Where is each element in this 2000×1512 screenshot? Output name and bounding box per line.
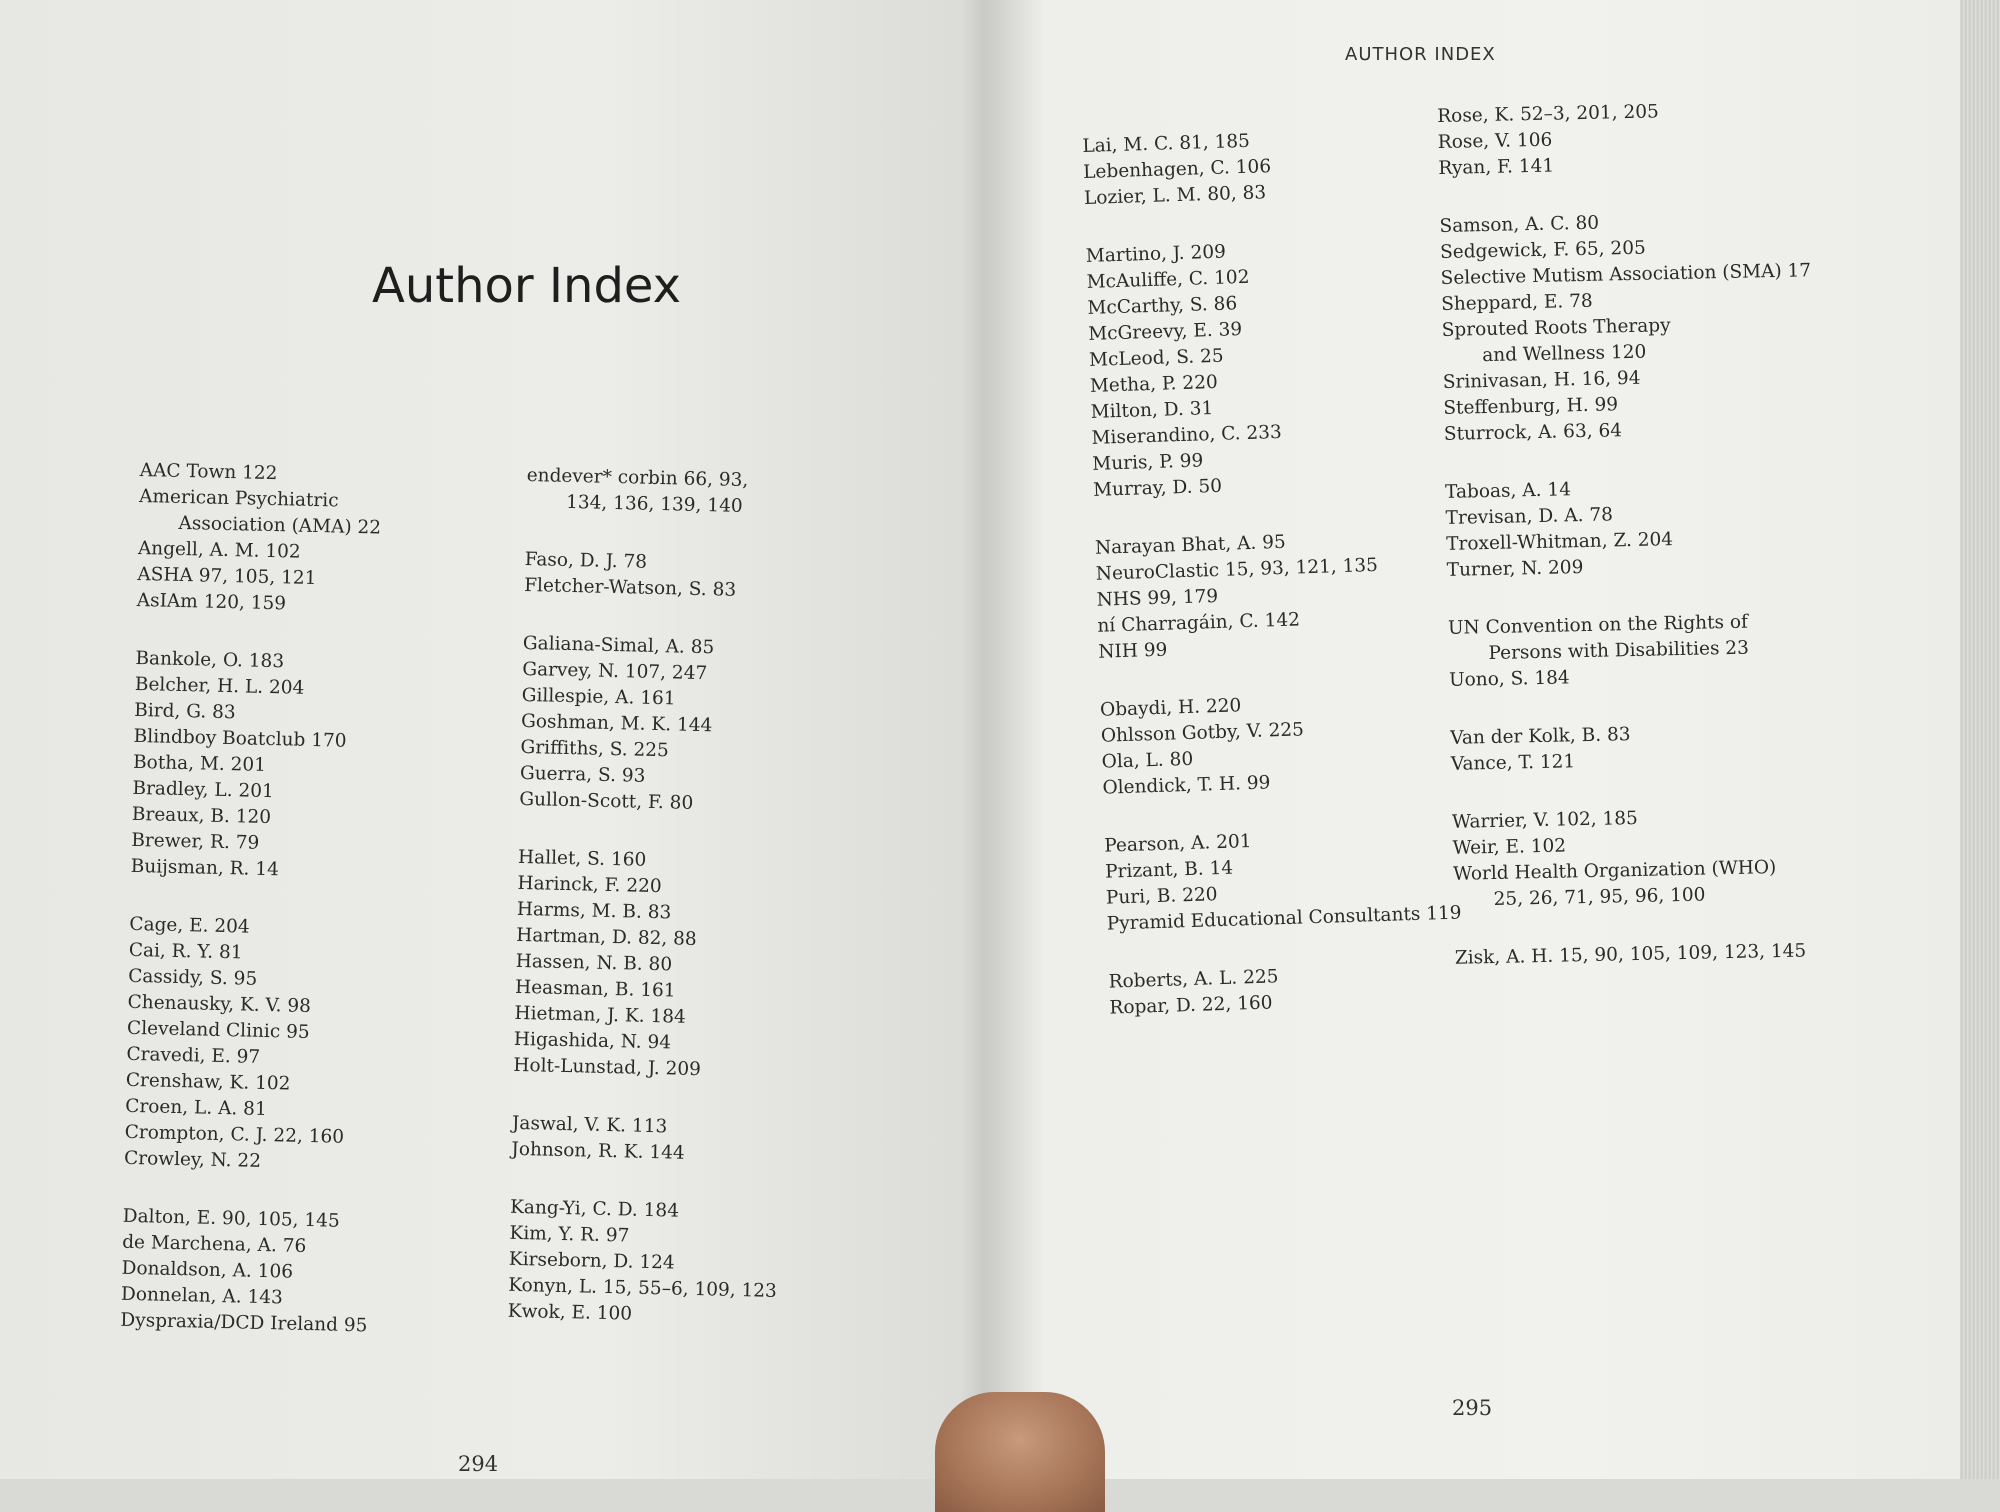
index-entry: Hassen, N. B. 80 [515,950,673,976]
index-column-right-1 [1082,123,1466,1054]
index-column-left-2 [507,463,796,1363]
index-entry: AsIAm 120, 159 [136,589,287,615]
index-entry: Cravedi, E. 97 [126,1043,261,1068]
index-entry: Olendick, T. H. 99 [1102,772,1271,799]
index-entry: Miserandino, C. 233 [1091,421,1283,449]
index-letter-group [124,912,377,1178]
index-entry: Johnson, R. K. 144 [511,1138,685,1164]
index-entry: Fletcher-Watson, S. 83 [523,574,737,601]
index-entry: Harinck, F. 220 [517,872,662,898]
index-column-right-2 [1437,96,1826,1004]
index-entry: Rose, V. 106 [1437,129,1553,153]
index-entry: Belcher, H. L. 204 [134,673,305,699]
index-entry: Obaydi, H. 220 [1099,695,1242,721]
index-entry: Angell, A. M. 102 [137,537,301,563]
index-entry: endever* corbin 66, 93, [526,464,749,492]
index-entry: Rose, K. 52–3, 201, 205 [1437,101,1659,127]
page-number-left: 294 [458,1452,499,1476]
index-entry: AAC Town 122 [139,459,278,485]
index-entry: Gullon-Scott, F. 80 [519,788,694,814]
index-entry: Sheppard, E. 78 [1440,290,1593,315]
index-entry: Troxell-Whitman, Z. 204 [1446,529,1674,555]
index-entry: Botha, M. 201 [132,751,267,776]
index-entry: American Psychiatric [138,485,339,512]
index-entry: Lebenhagen, C. 106 [1082,156,1272,183]
index-entry: Croen, L. A. 81 [125,1095,267,1121]
index-entry: Metha, P. 220 [1089,371,1219,397]
index-entry: UN Convention on the Rights of [1447,611,1749,639]
index-letter-group [507,1195,778,1331]
index-column-left-1 [119,458,387,1371]
index-entry: McGreevy, E. 39 [1087,319,1243,345]
index-entry: Crompton, C. J. 22, 160 [124,1121,345,1148]
index-entry: McLeod, S. 25 [1088,345,1224,371]
index-entry: Kang-Yi, C. D. 184 [509,1196,680,1222]
index-entry: World Health Organization (WHO) [1452,857,1777,885]
index-entry: Association (AMA) 22 [178,512,382,539]
index-entry: Gillespie, A. 161 [521,684,676,710]
index-entry: Lozier, L. M. 80, 83 [1083,182,1267,209]
index-letter-group [120,1204,370,1340]
index-entry: Galiana-Simal, A. 85 [522,632,715,659]
index-entry: Selective Mutism Association (SMA) 17 [1440,260,1812,289]
index-letter-group [1452,802,1825,914]
index-letter-group [1100,687,1458,802]
index-entry: Hartman, D. 82, 88 [516,924,697,950]
index-entry: Konyn, L. 15, 55–6, 109, 123 [508,1274,778,1302]
index-entry: Steffenburg, H. 99 [1443,394,1619,419]
index-entry: Ohlsson Gotby, V. 225 [1100,719,1305,747]
index-entry: Crowley, N. 22 [123,1147,262,1172]
index-entry: Bankole, O. 183 [135,647,285,673]
index-entry: and Wellness 120 [1482,341,1647,367]
index-entry: Puri, B. 220 [1105,884,1218,909]
index-letter-group [1439,206,1814,448]
index-entry: Chenausky, K. V. 98 [127,991,312,1018]
index-entry: Dyspraxia/DCD Ireland 95 [120,1309,368,1337]
index-entry: Pearson, A. 201 [1104,831,1252,857]
index-entry: Martino, J. 209 [1085,241,1227,267]
index-entry: Sprouted Roots Therapy [1441,315,1671,341]
index-entry: Warrier, V. 102, 185 [1451,807,1639,833]
index-letter-group [136,458,387,620]
index-letter-group [1445,472,1818,584]
right-page [985,0,1970,1479]
index-entry: Cleveland Clinic 95 [126,1017,310,1043]
index-letter-group [1104,823,1462,938]
index-letter-group [526,463,796,521]
index-letter-group [513,845,787,1085]
left-page [0,0,1000,1479]
index-entry: Cage, E. 204 [129,913,250,938]
index-entry: Pyramid Educational Consultants 119 [1106,902,1462,935]
index-entry: Ropar, D. 22, 160 [1109,992,1273,1019]
index-letter-group [1095,525,1454,666]
index-entry: Turner, N. 209 [1446,557,1584,581]
index-letter-group [1437,96,1809,182]
index-letter-group [524,547,794,605]
index-entry: Vance, T. 121 [1450,751,1576,775]
index-entry: McAuliffe, C. 102 [1086,266,1250,293]
index-entry: Ola, L. 80 [1101,748,1194,773]
index-entry: Weir, E. 102 [1452,835,1567,859]
index-entry: Hietman, J. K. 184 [514,1002,687,1028]
index-letter-group [1450,718,1822,778]
index-entry: Harms, M. B. 83 [516,898,672,924]
index-entry: Cassidy, S. 95 [127,965,258,990]
index-letter-group [519,631,792,819]
index-entry: Narayan Bhat, A. 95 [1094,531,1287,559]
index-entry: Bird, G. 83 [134,699,236,724]
index-letter-group [1455,938,1826,972]
index-entry: Buijsman, R. 14 [130,855,280,881]
index-entry: Griffiths, S. 225 [520,736,670,762]
index-entry: Crenshaw, K. 102 [125,1069,291,1095]
index-entry: Donaldson, A. 106 [121,1257,294,1283]
index-entry: Zisk, A. H. 15, 90, 105, 109, 123, 145 [1454,940,1807,969]
page-title: Author Index [372,258,681,314]
page-edges [1960,0,2000,1479]
index-entry: 134, 136, 139, 140 [565,491,743,517]
index-letter-group [1085,233,1448,504]
index-entry: McCarthy, S. 86 [1087,293,1238,319]
index-entry: Brewer, R. 79 [131,829,260,854]
index-entry: Srinivasan, H. 16, 94 [1442,367,1641,393]
index-entry: Murray, D. 50 [1092,475,1223,501]
index-entry: Uono, S. 184 [1448,667,1570,691]
index-entry: Blindboy Boatclub 170 [133,725,347,752]
index-entry: Kirseborn, D. 124 [508,1248,675,1274]
index-entry: NIH 99 [1097,639,1168,663]
index-entry: Faso, D. J. 78 [524,548,648,573]
index-entry: Prizant, B. 14 [1104,857,1234,883]
index-entry: Breaux, B. 120 [131,803,272,829]
index-letter-group [511,1111,781,1169]
index-entry: Milton, D. 31 [1090,398,1214,423]
index-entry: Cai, R. Y. 81 [128,939,243,964]
index-entry: Holt-Lunstad, J. 209 [513,1054,702,1081]
index-entry: Sturrock, A. 63, 64 [1443,420,1623,445]
index-entry: ní Charragáin, C. 142 [1097,609,1301,637]
index-entry: Dalton, E. 90, 105, 145 [122,1205,340,1232]
index-entry: Sedgewick, F. 65, 205 [1439,237,1646,263]
index-entry: Guerra, S. 93 [519,762,646,787]
index-letter-group [1108,958,1464,1021]
index-entry: Samson, A. C. 80 [1439,212,1600,237]
index-entry: Jaswal, V. K. 113 [511,1112,668,1138]
index-entry: NHS 99, 179 [1096,585,1219,611]
index-entry: Van der Kolk, B. 83 [1450,724,1631,749]
index-entry: 25, 26, 71, 95, 96, 100 [1493,884,1706,910]
index-entry: Kwok, E. 100 [507,1300,633,1325]
index-entry: Persons with Disabilities 23 [1488,637,1750,665]
index-entry: Taboas, A. 14 [1444,479,1572,503]
index-entry: Higashida, N. 94 [513,1028,672,1054]
index-entry: de Marchena, A. 76 [121,1231,307,1257]
index-entry: Bradley, L. 201 [132,777,275,803]
index-entry: ASHA 97, 105, 121 [137,563,317,590]
index-entry: Heasman, B. 161 [514,976,676,1002]
index-entry: Goshman, M. K. 144 [520,710,713,737]
index-entry: NeuroClastic 15, 93, 121, 135 [1095,554,1379,585]
index-entry: Muris, P. 99 [1092,450,1204,475]
index-letter-group [1082,123,1439,212]
index-entry: Trevisan, D. A. 78 [1445,504,1614,529]
index-entry: Donnelan, A. 143 [120,1283,284,1309]
index-entry: Kim, Y. R. 97 [509,1222,630,1247]
index-entry: Garvey, N. 107, 247 [522,658,708,685]
index-entry: Ryan, F. 141 [1438,155,1555,179]
index-letter-group [130,646,382,886]
index-entry: Roberts, A. L. 225 [1108,966,1279,993]
running-head: AUTHOR INDEX [1345,44,1496,65]
thumb [935,1392,1105,1512]
index-letter-group [1448,608,1820,694]
page-number-right: 295 [1452,1396,1493,1420]
index-entry: Lai, M. C. 81, 185 [1082,130,1251,157]
index-entry: Hallet, S. 160 [517,846,647,871]
